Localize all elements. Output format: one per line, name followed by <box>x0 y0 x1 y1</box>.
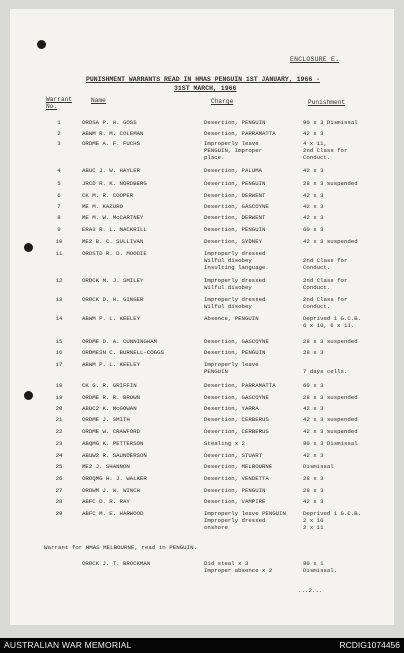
row-name: ME2 J. SHANNON <box>82 463 130 470</box>
document-title: PUNISHMENT WARRANTS READ IN HMAS PENGUIN 1ST JANUARY, 1966 - <box>86 76 321 83</box>
row-charge: Improperly dressed Wilful disobey <box>204 296 266 310</box>
row-name: ORDQMG H. J. WALKER <box>82 475 147 482</box>
row-charge: Desertion, STUART <box>204 452 263 459</box>
row-charge: Desertion, PENGUIN <box>204 119 266 126</box>
row-charge: Desertion, PALUMA <box>204 167 263 174</box>
row-charge: Desertion, PENGUIN <box>204 226 266 233</box>
row-warrant-no: 3 <box>57 140 61 147</box>
row-warrant-no: 7 <box>57 203 61 210</box>
row-punishment: 42 x 3 suspended <box>303 238 358 245</box>
row-charge: Absence, PENGUIN <box>204 315 259 322</box>
row-punishment: 28 x 3 suspended <box>303 338 358 345</box>
row-charge: Desertion, SYDNEY <box>204 238 263 245</box>
header-name: Name <box>91 97 106 104</box>
row-name: ORDMESN C. BURNELL-COGGS <box>82 349 164 356</box>
row-name: ABWM R. M. COLEMAN <box>82 130 144 137</box>
row-warrant-no: 16 <box>55 349 63 356</box>
row-punishment: 42 x 3 <box>303 214 324 221</box>
row-punishment: 60 x 3 <box>303 226 324 233</box>
row-charge: Desertion, PENGUIN <box>204 487 266 494</box>
row-charge: Desertion, PARRAMATTA <box>204 130 276 137</box>
row-name: ABFC M. E. HARWOOD <box>82 510 144 517</box>
row-name: ABUC2 K. McGOWAN <box>82 405 137 412</box>
row-punishment: 42 x 3 <box>303 192 324 199</box>
row-warrant-no: 24 <box>55 452 63 459</box>
row-warrant-no: 21 <box>55 416 63 423</box>
row-punishment: 60 x 3 <box>303 382 324 389</box>
row-charge: Desertion, GASCOYNE <box>204 203 269 210</box>
row-punishment: 7 days cells. <box>303 368 348 375</box>
row-punishment: 2nd Class for Conduct. <box>303 296 348 310</box>
continued-marker: ...2... <box>298 587 323 594</box>
row-name: ORDME A. F. FUCHS <box>82 140 141 147</box>
row-name: ORDME D. A. CUNNINGHAM <box>82 338 158 345</box>
row-warrant-no: 22 <box>55 428 63 435</box>
row-charge: Desertion, CERBERUS <box>204 416 269 423</box>
row-warrant-no: 23 <box>55 440 63 447</box>
row-warrant-no: 28 <box>55 498 63 505</box>
row-charge: Desertion, VAMPIRE <box>204 498 266 505</box>
row-name: ABWM P. L. KEELEY <box>82 315 141 322</box>
row-name: ORDCK J. T. BROCKMAN <box>82 560 151 567</box>
footer-institution: AUSTRALIAN WAR MEMORIAL <box>4 640 132 650</box>
archive-footer <box>0 638 404 653</box>
row-warrant-no: 6 <box>57 192 61 199</box>
row-charge: Desertion, GASCOYNE <box>204 338 269 345</box>
row-punishment: Dismissal <box>303 463 334 470</box>
row-punishment: Deprived 1 G.C.B. 2 x 10 2 x 11 <box>303 510 362 531</box>
row-warrant-no: 12 <box>55 277 63 284</box>
row-name: ORDME W. CRAWFORD <box>82 428 141 435</box>
row-punishment: 90 x 1 Dismissal. <box>303 560 338 574</box>
row-warrant-no: 20 <box>55 405 63 412</box>
row-punishment: 4 x 11, 2nd Class for Conduct. <box>303 140 348 161</box>
row-name: ORDSA P. H. GOSS <box>82 119 137 126</box>
header-charge: Charge <box>211 98 234 105</box>
row-charge: Desertion, GASCOYNE <box>204 394 269 401</box>
punch-hole <box>24 243 33 252</box>
row-warrant-no: 1 <box>57 119 61 126</box>
row-charge: Improperly dressed Wilful disobey <box>204 277 266 291</box>
row-warrant-no: 27 <box>55 487 63 494</box>
row-punishment: 42 x 3 <box>303 167 324 174</box>
row-warrant-no: 2 <box>57 130 61 137</box>
row-punishment: 28 x 3 <box>303 487 324 494</box>
melbourne-note: Warrant for HMAS MELBOURNE, read in PENGUIN. <box>44 544 198 551</box>
row-warrant-no: 8 <box>57 214 61 221</box>
row-punishment: 90 x 3 Dismissal <box>303 440 358 447</box>
row-warrant-no: 5 <box>57 180 61 187</box>
row-name: ORDCK M. J. SMILEY <box>82 277 144 284</box>
row-punishment: 2nd Class for Conduct. <box>303 277 348 291</box>
row-punishment: 42 x 3 <box>303 130 324 137</box>
row-punishment: 28 x 3 <box>303 349 324 356</box>
row-punishment: 42 x 3 suspended <box>303 416 358 423</box>
row-name: ORDCK D. H. GINGER <box>82 296 144 303</box>
row-name: ABUW2 R. SAUNDERSON <box>82 452 147 459</box>
row-punishment: 90 x 3 Dismissal <box>303 119 358 126</box>
row-name: ME2 B. C. SULLIVAN <box>82 238 144 245</box>
header-warrant-no: Warrant No. <box>46 96 72 110</box>
row-name: ABQMG K. PETTERSON <box>82 440 144 447</box>
row-punishment: Deprived 1 G.C.B. 6 x 10, 6 x 11. <box>303 315 362 329</box>
row-name: ME M. W. McCARTNEY <box>82 214 144 221</box>
row-punishment: 28 x 3 suspended <box>303 180 358 187</box>
row-charge: Did steal x 3 Improper absence x 2 <box>204 560 273 574</box>
row-name: ERA3 R. L. MACKRILL <box>82 226 147 233</box>
row-name: CK M. R. COOPER <box>82 192 134 199</box>
row-name: CK G. R. GRIFFIN <box>82 382 137 389</box>
row-charge: Stealing x 2 <box>204 440 245 447</box>
row-warrant-no: 11 <box>55 250 63 257</box>
row-punishment: 28 x 3 <box>303 475 324 482</box>
row-punishment: 42 x 3 <box>303 203 324 210</box>
row-charge: Desertion, PARRAMATTA <box>204 382 276 389</box>
row-name: ORDSTD R. D. MOODIE <box>82 250 147 257</box>
row-name: ABWM P. L. KEELEY <box>82 361 141 368</box>
row-punishment: 42 x 3 suspended <box>303 428 358 435</box>
row-warrant-no: 9 <box>57 226 61 233</box>
row-punishment: 42 x 3 <box>303 405 324 412</box>
punch-hole <box>24 391 33 400</box>
row-name: ORDME R. R. BROWN <box>82 394 141 401</box>
row-charge: Improperly leave PENGUIN <box>204 361 259 375</box>
row-warrant-no: 10 <box>55 238 63 245</box>
row-warrant-no: 25 <box>55 463 63 470</box>
row-warrant-no: 15 <box>55 338 63 345</box>
row-charge: Desertion, YARRA <box>204 405 259 412</box>
row-warrant-no: 19 <box>55 394 63 401</box>
row-name: ORDME J. SMITH <box>82 416 130 423</box>
row-warrant-no: 29 <box>55 510 63 517</box>
row-warrant-no: 18 <box>55 382 63 389</box>
row-name: JRCD R. K. NORDBERG <box>82 180 147 187</box>
document-title-date: 31ST MARCH, 1966 <box>174 85 237 92</box>
row-charge: Improperly leave PENGUIN Improperly dressed onshore <box>204 510 286 531</box>
row-name: ORDWM J. W. WINCH <box>82 487 141 494</box>
header-punishment: Punishment <box>308 99 346 106</box>
footer-record-id: RCDIG1074456 <box>339 640 400 650</box>
row-punishment: 42 x 3 <box>303 452 324 459</box>
row-warrant-no: 4 <box>57 167 61 174</box>
row-punishment: 28 x 3 suspended <box>303 394 358 401</box>
row-charge: Improperly dressed Wilful disobey Insulting language. <box>204 250 269 271</box>
row-charge: Desertion, DERWENT <box>204 214 266 221</box>
row-punishment: 2nd Class for Conduct. <box>303 257 348 271</box>
row-charge: Desertion, PENGUIN <box>204 349 266 356</box>
row-name: ABFC D. R. RAY <box>82 498 130 505</box>
row-charge: Desertion, MELBOURNE <box>204 463 273 470</box>
row-warrant-no: 17 <box>55 361 63 368</box>
punch-hole <box>37 40 46 49</box>
row-warrant-no: 13 <box>55 296 63 303</box>
row-punishment: 42 x 3 <box>303 498 324 505</box>
row-charge: Desertion, PENGUIN <box>204 180 266 187</box>
row-charge: Improperly leave PENGUIN, Improper place. <box>204 140 263 161</box>
enclosure-label: ENCLOSURE E. <box>290 56 340 63</box>
row-warrant-no: 26 <box>55 475 63 482</box>
row-charge: Desertion, VENDETTA <box>204 475 269 482</box>
row-charge: Desertion, CERBERUS <box>204 428 269 435</box>
row-charge: Desertion, DERWENT <box>204 192 266 199</box>
row-name: ME M. KAZURO <box>82 203 123 210</box>
row-name: ABUC J. W. HAYLER <box>82 167 141 174</box>
row-warrant-no: 14 <box>55 315 63 322</box>
